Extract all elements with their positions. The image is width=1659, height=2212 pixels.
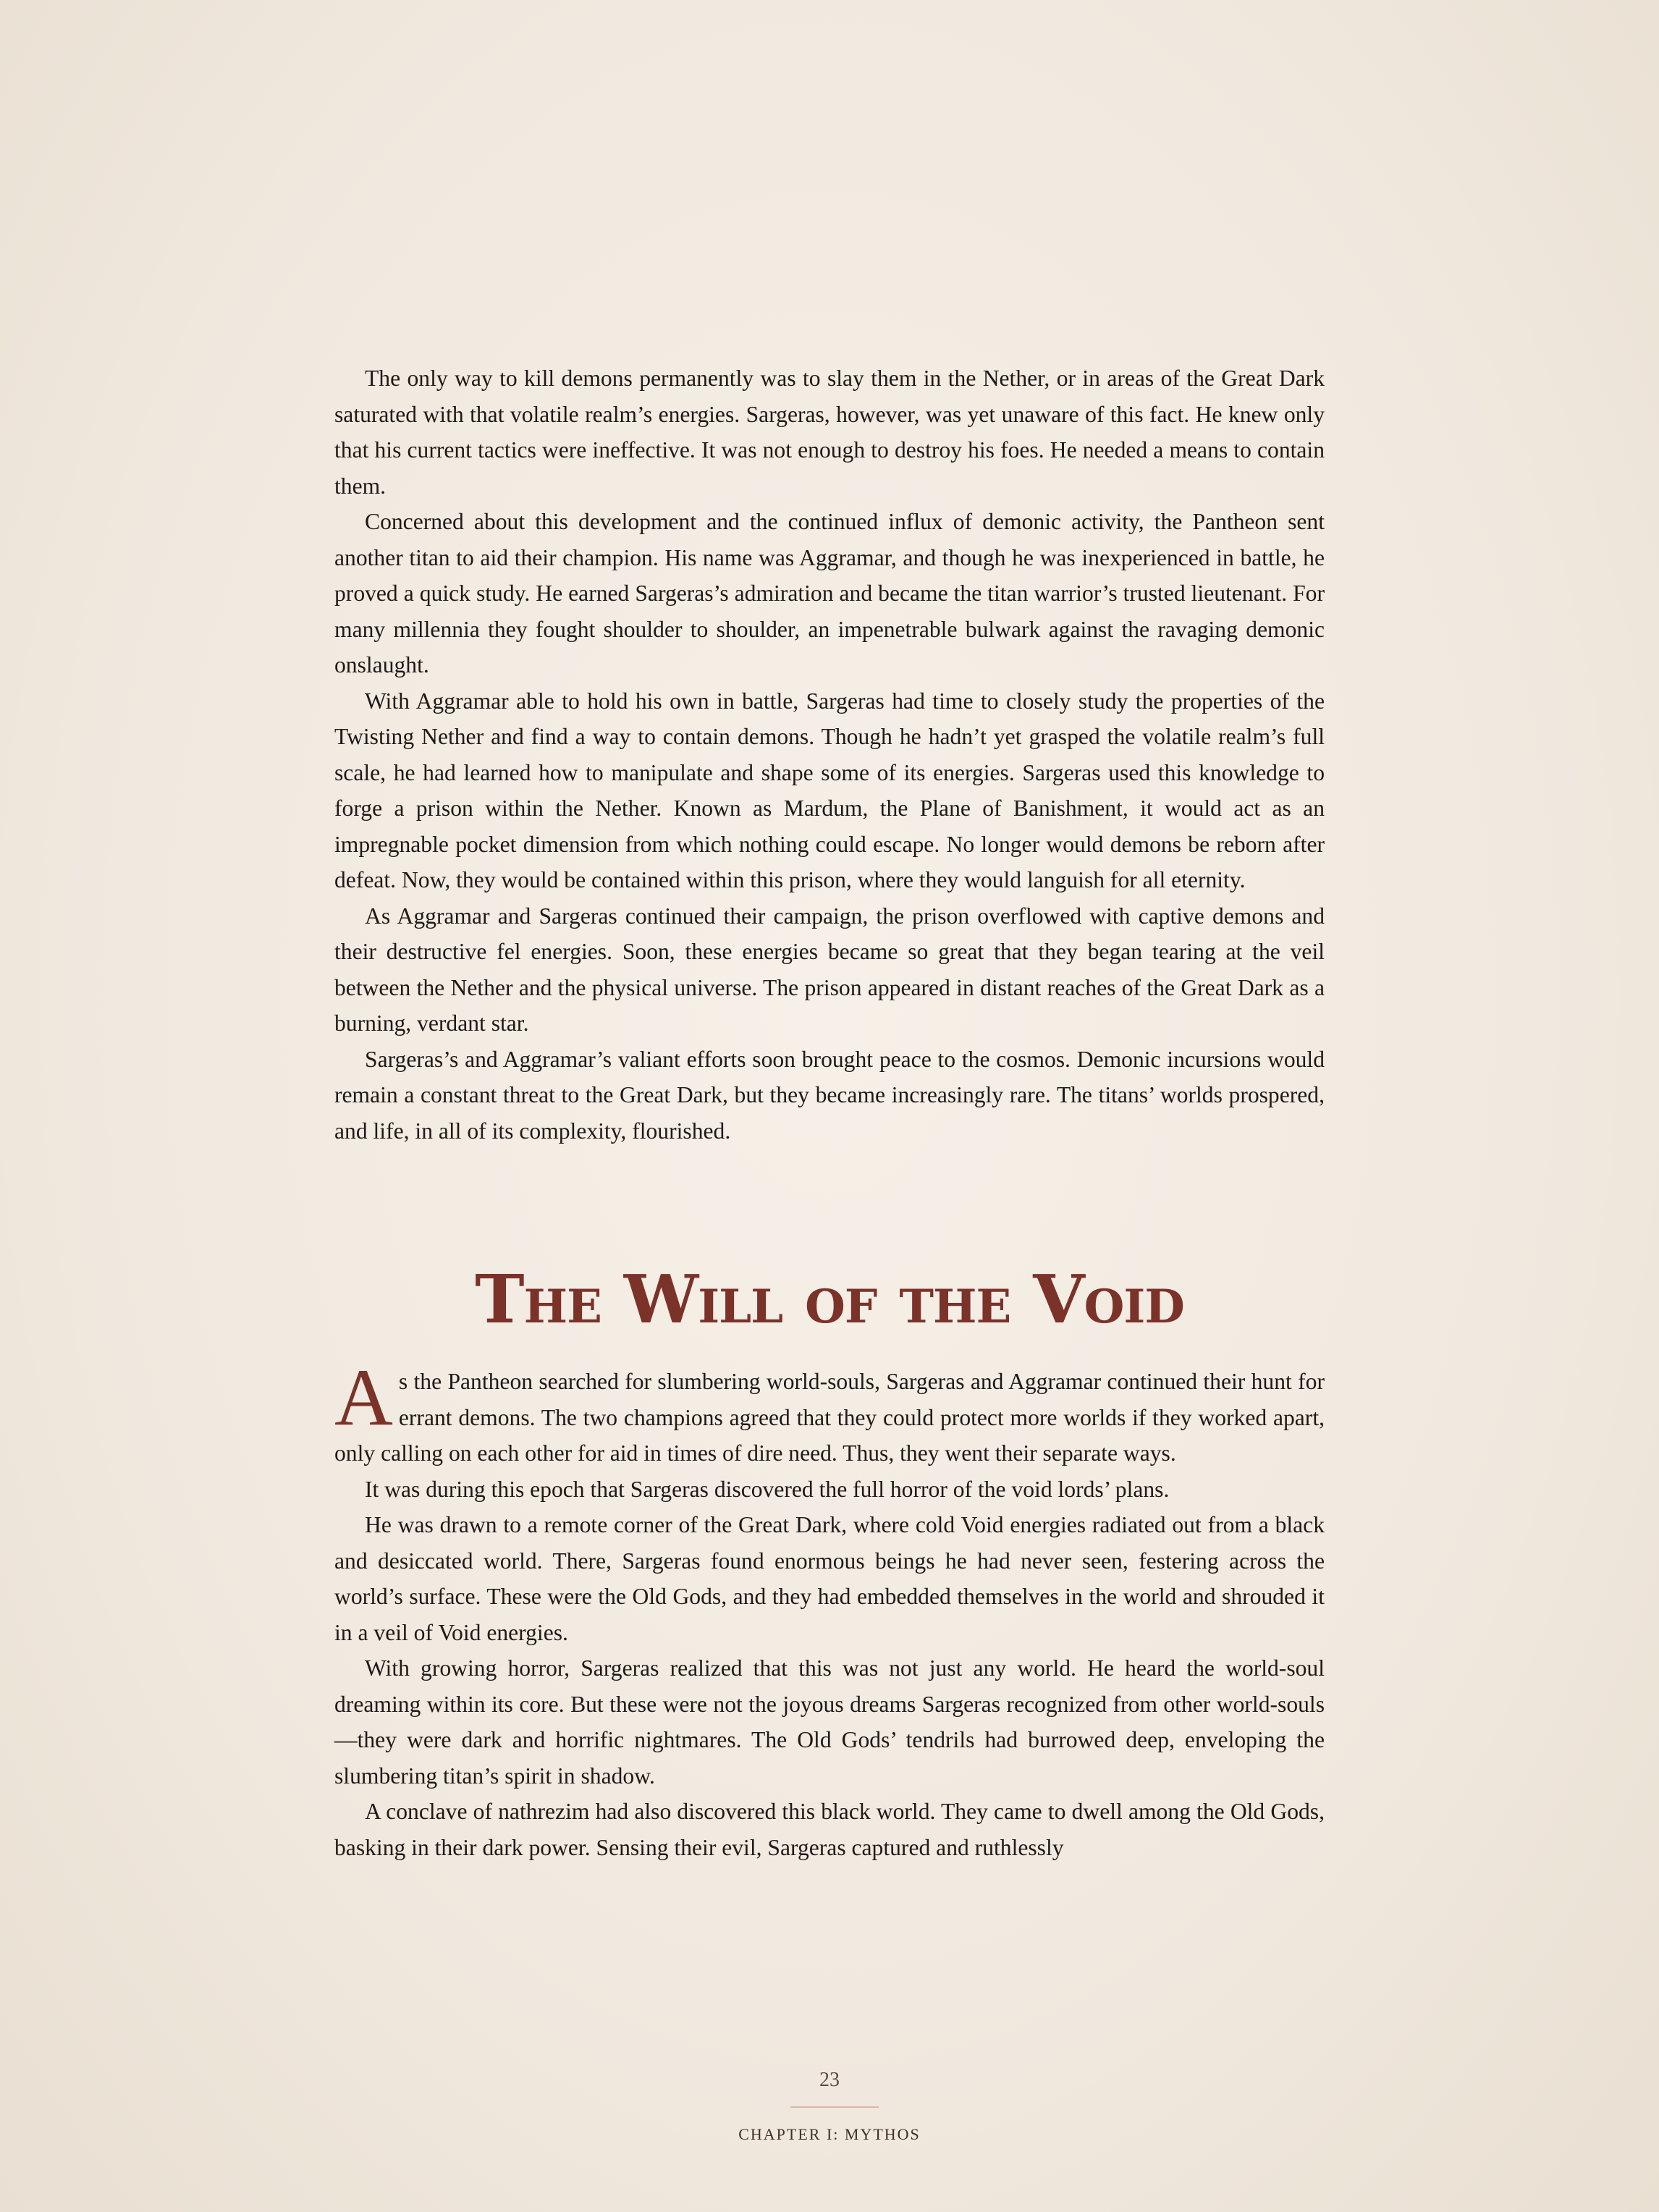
chapter-label: CHAPTER I: MYTHOS xyxy=(738,2125,921,2143)
paragraph: Sargeras’s and Aggramar’s valiant efforts soon brought peace to the cosmos. Demonic incursions would remain a constant threat to the Great Dark, but they became increasingly rare. The titans’ worlds prospered, and life, in all of its complexity, flourished. xyxy=(334,1046,1325,1144)
top-text-block xyxy=(334,360,1325,1149)
paragraph: Concerned about this development and the continued influx of demonic activity, the Pantheon sent another titan to aid their champion. His name was Aggramar, and though he was inexperienced in battle, he proved a quick study. He earned Sargeras’s admiration and became the titan warrior’s trusted lieutenant. For many millennia they fought shoulder to shoulder, an impenetrable bulwark against the ravaging demonic onslaught. xyxy=(334,509,1325,677)
paragraph: The only way to kill demons permanently was to slay them in the Nether, or in areas of the Great Dark saturated with that volatile realm’s energies. Sargeras, however, was yet unaware of this fact. He knew only that his current tactics were ineffective. It was not enough to destroy his foes. He needed a means to contain them. xyxy=(334,366,1325,499)
paragraph: He was drawn to a remote corner of the Great Dark, where cold Void energies radiated out from a black and desiccated world. There, Sargeras found enormous beings he had never seen, festering across the world’s surface. These were the Old Gods, and they had embedded themselves in the world and shrouded it in a veil of Void energies. xyxy=(334,1512,1325,1645)
paragraph: With Aggramar able to hold his own in battle, Sargeras had time to closely study the properties of the Twisting Nether and find a way to contain demons. Though he hadn’t yet grasped the volatile realm’s full scale, he had learned how to manipulate and shape some of its energies. Sargeras used this knowledge to forge a prison within the Nether. Known as Mardum, the Plane of Banishment, it would act as an impregnable pocket dimension from which nothing could escape. No longer would demons be reborn after defeat. Now, they would be contained within this prison, where they would languish for all eternity. xyxy=(334,688,1325,892)
paragraph: As Aggramar and Sargeras continued their campaign, the prison overflowed with captive demons and their destructive fel energies. Soon, these energies became so great that they began tearing at the veil between the Nether and the physical universe. The prison appeared in distant reaches of the Great Dark as a burning, verdant star. xyxy=(334,903,1325,1036)
paragraph: A conclave of nathrezim had also discovered this black world. They came to dwell among the Old Gods, basking in their dark power. Sensing their evil, Sargeras captured and ruthlessly xyxy=(334,1799,1325,1860)
drop-cap: A xyxy=(334,1353,393,1443)
section-heading: The Will of the Void xyxy=(475,1260,1184,1338)
bottom-text-block xyxy=(334,1353,1325,1865)
page-number: 23 xyxy=(819,2069,840,2091)
paragraph: It was during this epoch that Sargeras discovered the full horror of the void lords’ plans. xyxy=(365,1476,1170,1502)
opening-paragraph xyxy=(334,1353,1325,1472)
paragraph: With growing horror, Sargeras realized that this was not just any world. He heard the world-soul dreaming within its core. But these were not the joyous dreams Sargeras recognized from other world-souls—they were dark and horrific nightmares. The Old Gods’ tendrils had burrowed deep, enveloping the slumbering titan’s spirit in shadow. xyxy=(334,1655,1325,1789)
footer-divider xyxy=(790,2106,879,2108)
opening-paragraph-text: s the Pantheon searched for slumbering world-souls, Sargeras and Aggramar continued their hunt for errant demons. The two champions agreed that they could protect more worlds if they worked apart, only calling on each other for aid in times of dire need. Thus, they went their separate ways. xyxy=(334,1369,1325,1466)
